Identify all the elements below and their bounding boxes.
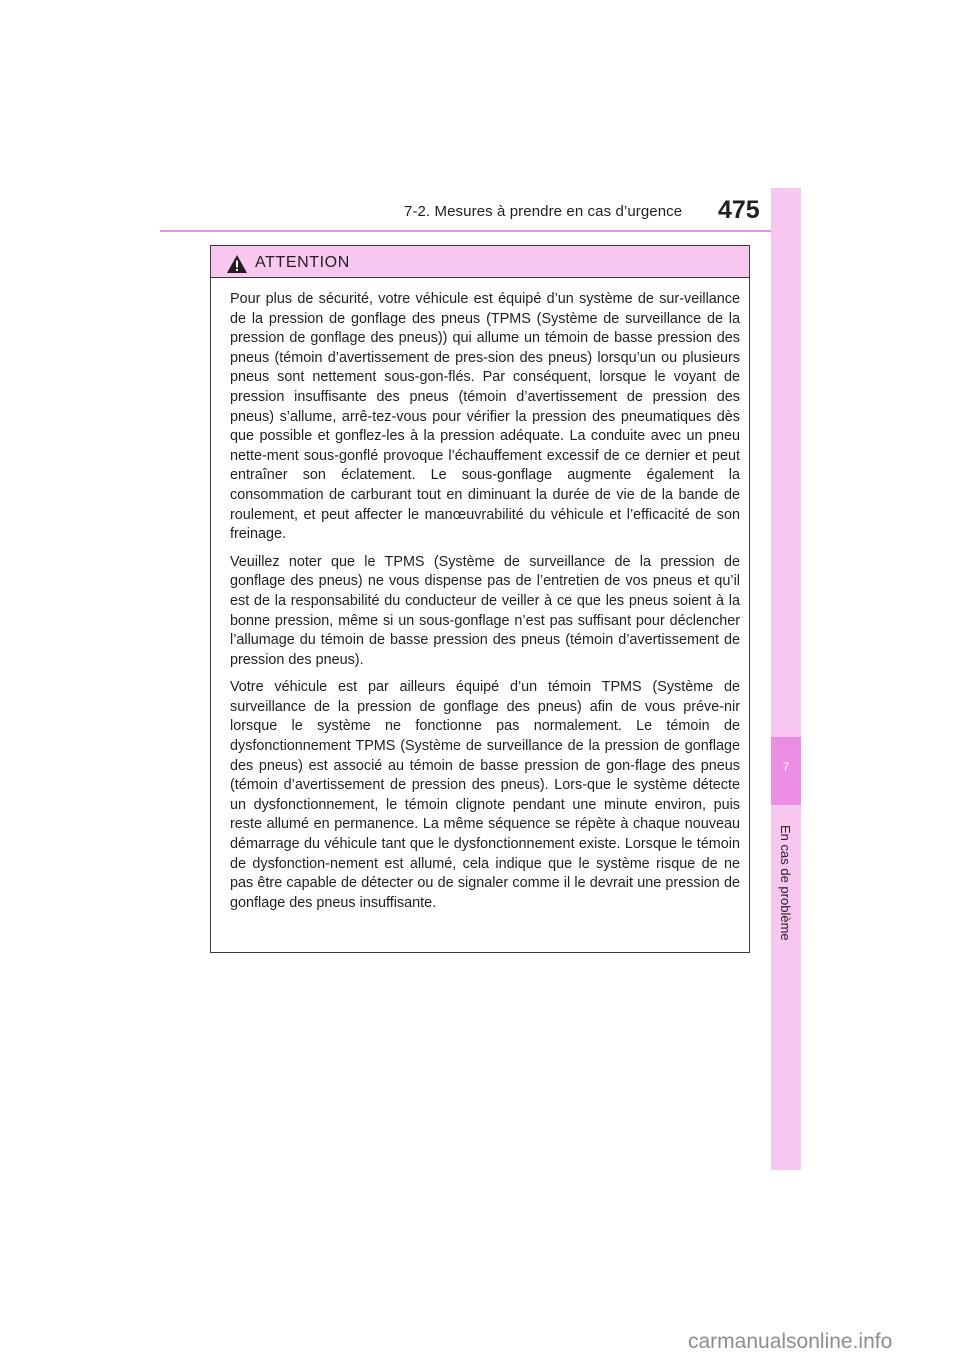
warning-body	[230, 290, 740, 921]
chapter-number: 7	[782, 760, 790, 774]
warning-paragraph: Votre véhicule est par ailleurs équipé d’un témoin TPMS (Système de surveillance de la pression de gonflage des pneus) afin de vous préve-nir lorsque le système ne fonctionne pas normalement. Le témoin de dysfonctionnement TPMS (Système de surveillance de la pression de gonflage des pneus) est associé au témoin de basse pression de gon-flage des pneus (témoin d’avertissement de pression des pneus). Lors-que le système détecte un dysfonctionnement, le témoin clignote pendant une minute environ, puis reste allumé en permanence. La même séquence se répète à chaque nouveau démarrage du véhicule tant que le dysfonctionnement existe. Lorsque le témoin de dysfonction-nement est allumé, cela indique que le système risque de ne pas être capable de détecter ou de signaler comme il le devrait une pression de gonflage des pneus insuffisante.	[230, 679, 740, 911]
section-title: 7-2. Mesures à prendre en cas d’urgence	[404, 203, 683, 220]
warning-title: ATTENTION	[255, 254, 350, 271]
watermark: carmanualsonline.info	[688, 1330, 893, 1353]
chapter-name: En cas de problème	[778, 825, 793, 941]
warning-paragraph: Pour plus de sécurité, votre véhicule est équipé d’un système de sur-veillance de la pression de gonflage des pneus (TPMS (Système de surveillance de la pression de gonflage des pneus)) qui allume un témoin de basse pression des pneus (témoin d’avertissement de pres-sion des pneus) lorsqu’un ou plusieurs pneus sont nettement sous-gon-flés. Par conséquent, lorsque le voyant de pression insuffisante des pneus (témoin d’avertissement de pression des pneus) s’allume, arrê-tez-vous pour vérifier la pression des pneumatiques dès que possible et gonflez-les à la pression adéquate. La conduite avec un pneu nette-ment sous-gonflé provoque l’échauffement excessif de ce dernier et peut entraîner son éclatement. Le sous-gonflage augmente également la consommation de carburant tout en diminuant la durée de vie de la bande de roulement, et peut affecter le manœuvrabilité du véhicule et l’efficacité de son freinage.	[230, 291, 740, 543]
warning-box	[210, 245, 750, 953]
warning-header	[211, 246, 749, 278]
warning-paragraph: Veuillez noter que le TPMS (Système de surveillance de la pression de gonflage des pneus) ne vous dispense pas de l’entretien de vos pneus et qu’il est de la responsabilité du conducteur de veiller à ce que les pneus soient à la bonne pression, même si un sous-gonflage n’est pas suffisant pour déclencher l’allumage du témoin de basse pression des pneus (témoin d’avertissement de pression des pneus).	[230, 553, 740, 668]
page-number: 475	[718, 196, 760, 224]
chapter-side-tab	[771, 188, 801, 1170]
warning-triangle-icon	[226, 254, 248, 274]
header-divider	[160, 230, 800, 232]
